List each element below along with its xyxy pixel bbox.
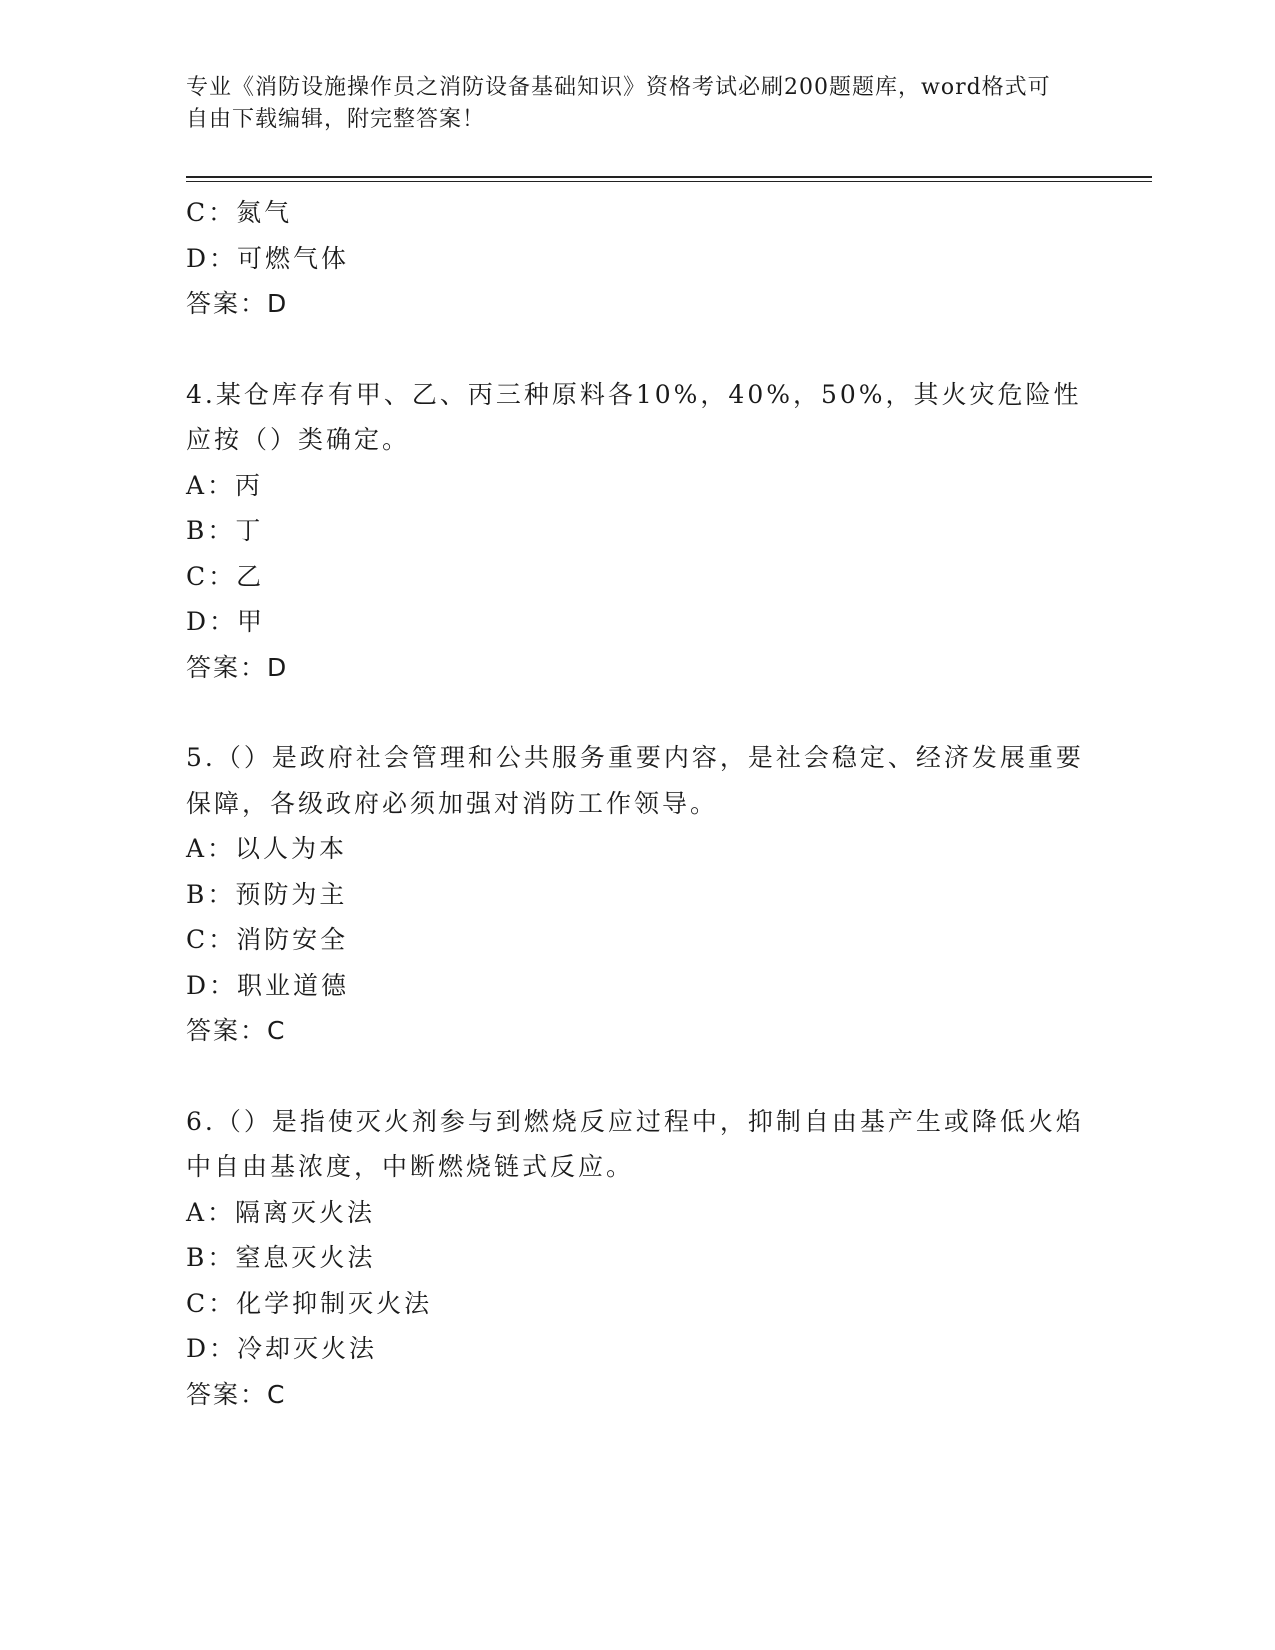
answer-line: 答案：C [186,1379,287,1409]
option-c: C：氮气 [186,198,293,227]
header-divider-thick [186,176,1152,178]
question-3-tail [186,190,1086,327]
answer-line: 答案：D [186,652,289,682]
document-header: 专业《消防设施操作员之消防设备基础知识》资格考试必刷200题题库，word格式可自由下载编辑，附完整答案！ [186,75,1051,132]
option-d: D：职业道德 [186,970,350,1000]
question-4 [186,372,1086,691]
question-text: 6.（）是指使灭火剂参与到燃烧反应过程中，抑制自由基产生或降低火焰中自由基浓度，中断燃烧链式反应。 [186,1106,1084,1181]
option-a: A：以人为本 [186,834,348,863]
option-d: D：可燃气体 [186,243,350,273]
option-b: B：预防为主 [186,879,348,909]
option-b: B：窒息灭火法 [186,1243,376,1272]
question-list [186,190,1086,1417]
option-d: D：冷却灭火法 [186,1334,378,1363]
question-5 [186,735,1086,1054]
option-d: D：甲 [186,607,266,636]
answer-line: 答案：D [186,289,289,318]
question-spacer [186,690,1086,735]
question-text: 5.（）是政府社会管理和公共服务重要内容，是社会稳定、经济发展重要保障，各级政府必须加强对消防工作领导。 [186,743,1084,818]
option-c: C：化学抑制灭火法 [186,1288,433,1318]
option-a: A：丙 [186,470,264,500]
header-divider-thin [186,181,1152,182]
option-a: A：隔离灭火法 [186,1197,376,1227]
question-6 [186,1099,1086,1418]
question-text: 4.某仓库存有甲、乙、丙三种原料各10%，40%，50%，其火灾危险性应按（）类确定。 [186,379,1082,454]
option-b: B：丁 [186,516,264,545]
answer-line: 答案：C [186,1016,287,1045]
option-c: C：消防安全 [186,925,349,954]
question-spacer [186,1054,1086,1099]
option-c: C：乙 [186,561,265,591]
question-spacer [186,327,1086,372]
